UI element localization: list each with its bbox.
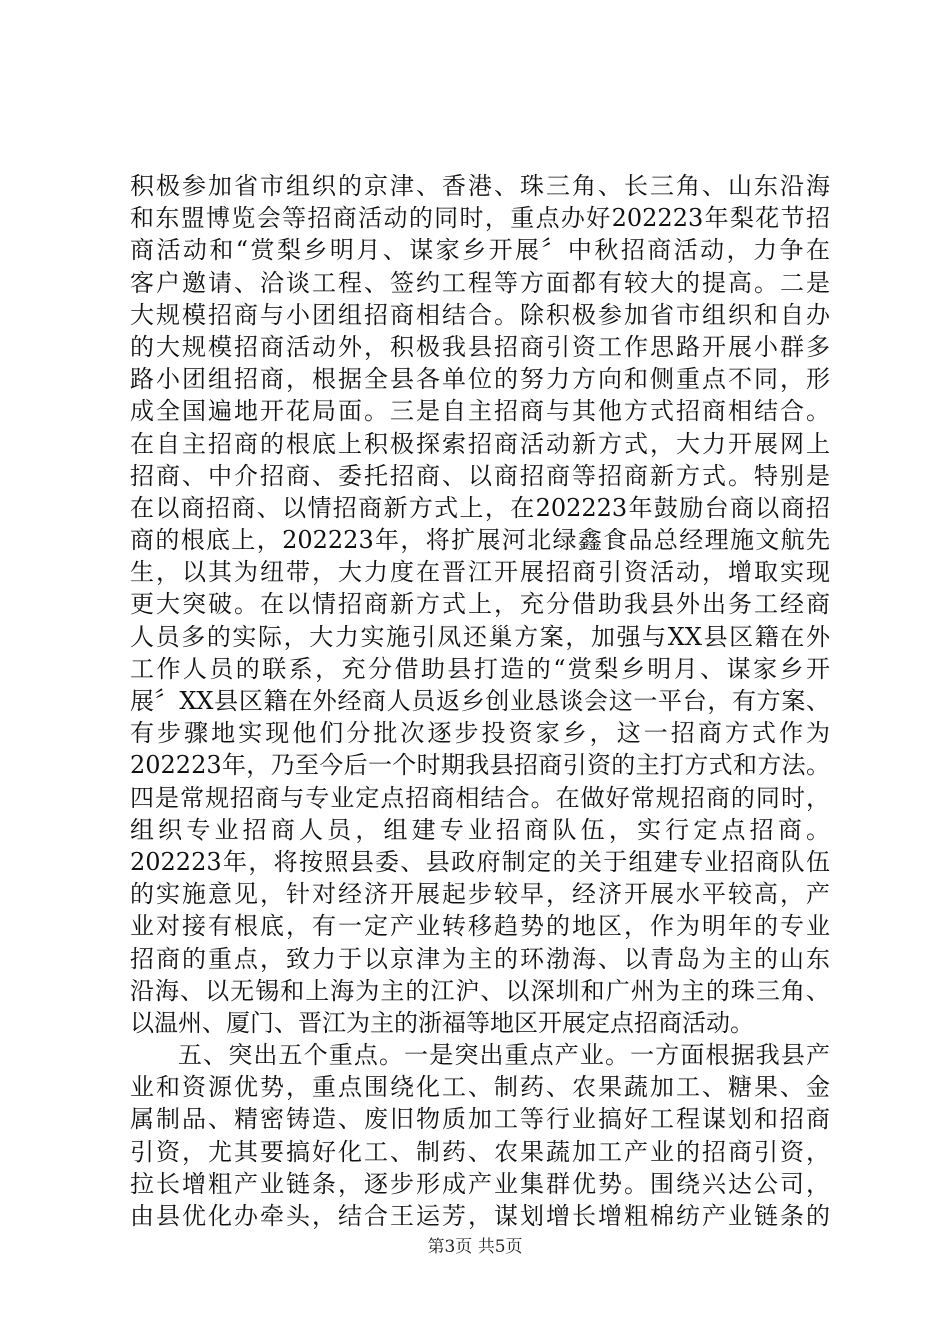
- text-line: 业和资源优势，重点围绕化工、制药、农果蔬加工、糖果、金: [130, 1073, 830, 1102]
- text-line: 202223年，将按照县委、县政府制定的关于组建专业招商队伍: [130, 847, 830, 876]
- text-line: 招商、中介招商、委托招商、以商招商等招商新方式。特别是: [130, 461, 830, 490]
- text-line: 在自主招商的根底上积极探索招商活动新方式，大力开展网上: [130, 429, 830, 458]
- text-line: 路小团组招商，根据全县各单位的努力方向和侧重点不同，形: [130, 365, 830, 394]
- page-number-footer: 第3页 共5页: [427, 1237, 523, 1257]
- text-line: 的大规模招商活动外，积极我县招商引资工作思路开展小群多: [130, 332, 830, 361]
- text-line: 组织专业招商人员，组建专业招商队伍，实行定点招商。: [130, 815, 830, 844]
- text-line: 在以商招商、以情招商新方式上，在202223年鼓励台商以商招: [130, 493, 830, 522]
- body-text: [130, 170, 830, 1232]
- text-line: 工作人员的联系，充分借助县打造的“赏梨乡明月、谋家乡开: [130, 654, 830, 683]
- text-line: 以温州、厦门、晋江为主的浙福等地区开展定点招商活动。: [130, 1008, 754, 1037]
- text-line: 四是常规招商与专业定点招商相结合。在做好常规招商的同时，: [130, 783, 830, 812]
- text-line: 商活动和“赏梨乡明月、谋家乡开展〞中秋招商活动，力争在: [130, 236, 830, 265]
- text-line: 招商的重点，致力于以京津为主的环渤海、以青岛为主的山东: [130, 944, 830, 973]
- paragraph-first-line: 五、突出五个重点。一是突出重点产业。一方面根据我县产: [178, 1041, 830, 1070]
- text-line: 有步骤地实现他们分批次逐步投资家乡，这一招商方式作为: [130, 719, 830, 748]
- text-line: 成全国遍地开花局面。三是自主招商与其他方式招商相结合。: [130, 397, 830, 426]
- text-line: 的实施意见，针对经济开展起步较早，经济开展水平较高，产: [130, 880, 830, 909]
- text-line: 引资，尤其要搞好化工、制药、农果蔬加工产业的招商引资，: [130, 1137, 830, 1166]
- text-line: 拉长增粗产业链条，逐步形成产业集群优势。围绕兴达公司，: [130, 1169, 830, 1198]
- text-line: 由县优化办牵头，结合王运芳，谋划增长增粗棉纺产业链条的: [130, 1202, 830, 1230]
- text-line: 和东盟博览会等招商活动的同时，重点办好202223年梨花节招: [130, 204, 830, 233]
- text-line: 客户邀请、洽谈工程、签约工程等方面都有较大的提高。二是: [130, 268, 830, 297]
- text-line: 202223年，乃至今后一个时期我县招商引资的主打方式和方法。: [130, 751, 830, 780]
- text-line: 业对接有根底，有一定产业转移趋势的地区，作为明年的专业: [130, 912, 830, 941]
- text-line: 积极参加省市组织的京津、香港、珠三角、长三角、山东沿海: [130, 172, 830, 200]
- text-line: 商的根底上，202223年，将扩展河北绿鑫食品总经理施文航先: [130, 526, 830, 555]
- text-line: 更大突破。在以情招商新方式上，充分借助我县外出务工经商: [130, 590, 830, 619]
- text-line: 展〞XX县区籍在外经商人员返乡创业恳谈会这一平台，有方案、: [130, 687, 830, 715]
- text-line: 属制品、精密铸造、废旧物质加工等行业搞好工程谋划和招商: [130, 1105, 830, 1134]
- text-line: 人员多的实际，大力实施引凤还巢方案，加强与XX县区籍在外: [130, 622, 830, 651]
- text-line: 沿海、以无锡和上海为主的江沪、以深圳和广州为主的珠三角、: [130, 976, 830, 1005]
- text-line: 大规模招商与小团组招商相结合。除积极参加省市组织和自办: [130, 300, 830, 329]
- text-line: 生，以其为纽带，大力度在晋江开展招商引资活动，增取实现: [130, 558, 830, 587]
